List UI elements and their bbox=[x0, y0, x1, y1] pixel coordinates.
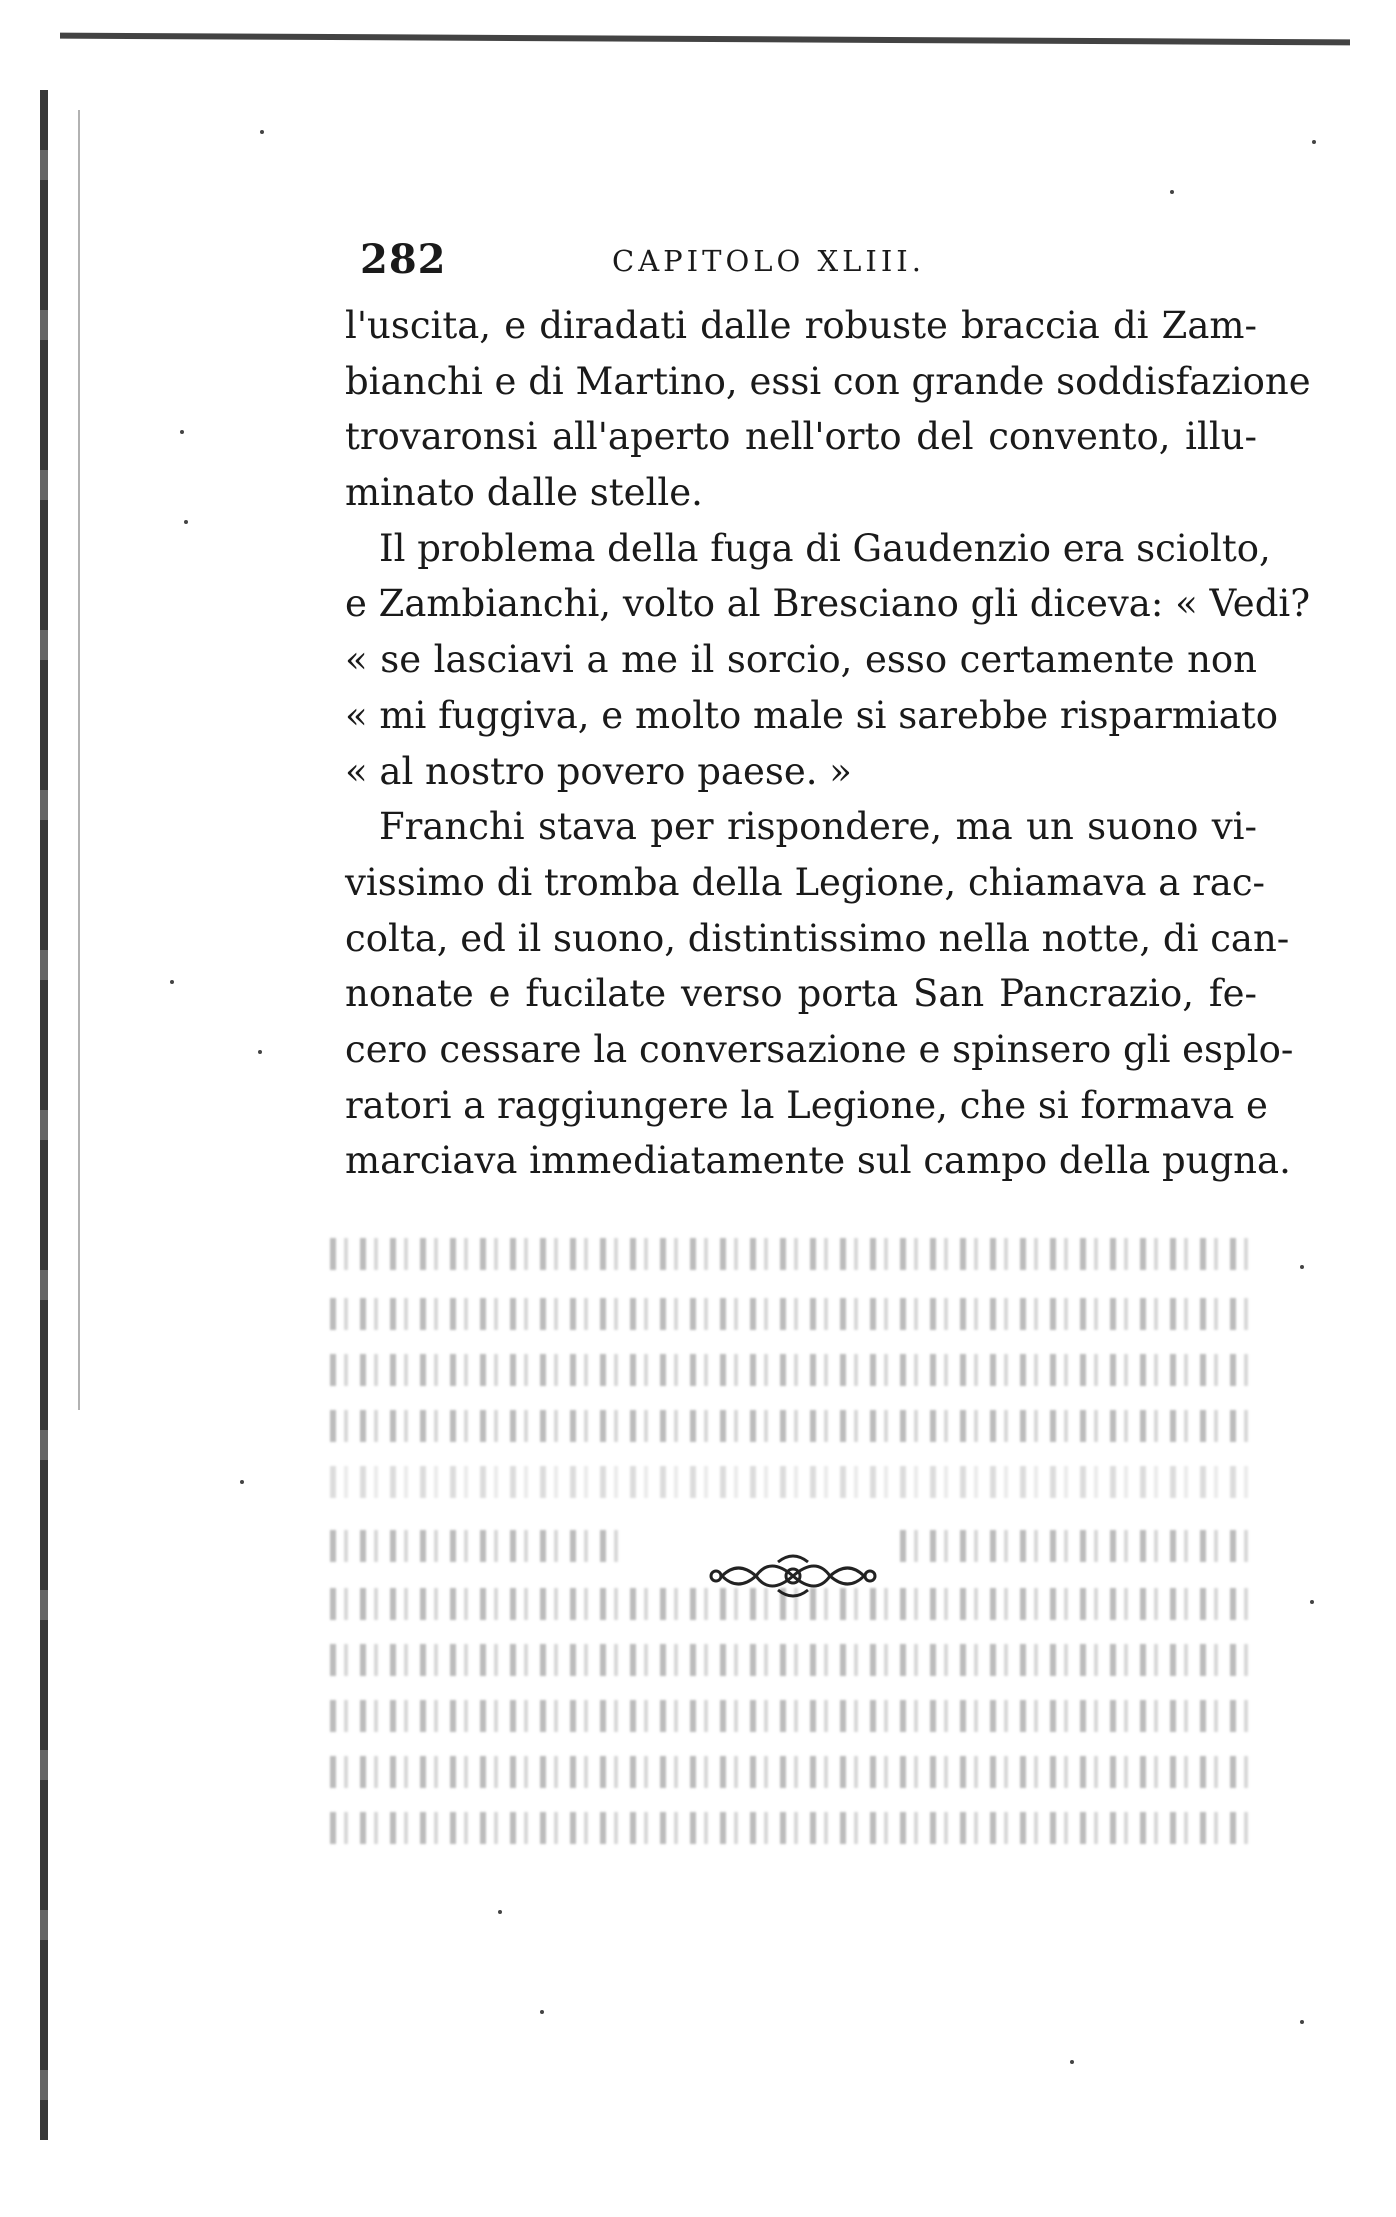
text-line: e Zambianchi, volto al Bresciano gli diceva: « Vedi? bbox=[345, 582, 1311, 626]
scan-speck bbox=[1170, 190, 1174, 194]
text-line: nonate e fucilate verso porta San Pancrazio, fe- bbox=[345, 972, 1257, 1016]
text-line: cero cessare la conversazione e spinsero gli esplo- bbox=[345, 1027, 1294, 1071]
scan-speck bbox=[180, 430, 184, 434]
scan-speck bbox=[540, 2010, 544, 2014]
left-scan-edge bbox=[40, 90, 48, 2140]
bleed-through-line bbox=[330, 1530, 630, 1562]
bleed-through-line bbox=[330, 1238, 1260, 1270]
page-header bbox=[360, 236, 1270, 286]
bleed-through-line bbox=[330, 1466, 1260, 1498]
text-line: Il problema della fuga di Gaudenzio era sciolto, bbox=[379, 526, 1271, 570]
bleed-through-line bbox=[330, 1298, 1260, 1330]
bleed-through-line bbox=[330, 1756, 1260, 1788]
scan-speck bbox=[1312, 140, 1316, 144]
scan-speck bbox=[498, 1910, 502, 1914]
page-number: 282 bbox=[360, 236, 447, 283]
left-scan-shadow bbox=[78, 110, 80, 1410]
bleed-through-line bbox=[330, 1812, 1260, 1844]
fleuron-ornament-icon bbox=[708, 1548, 878, 1604]
scan-speck bbox=[170, 980, 174, 984]
bleed-through-line bbox=[330, 1644, 1260, 1676]
bleed-through-line bbox=[330, 1700, 1260, 1732]
text-line: « se lasciavi a me il sorcio, esso certamente non bbox=[345, 638, 1257, 682]
text-line: trovaronsi all'aperto nell'orto del convento, illu- bbox=[345, 415, 1257, 459]
top-scan-edge bbox=[60, 33, 1350, 46]
bleed-through-line bbox=[900, 1530, 1260, 1562]
running-head: CAPITOLO XLIII. bbox=[612, 244, 925, 278]
scan-speck bbox=[258, 1050, 262, 1054]
body-text bbox=[345, 298, 1311, 1189]
text-line: marciava immediatamente sul campo della pugna. bbox=[345, 1139, 1291, 1183]
text-line: Franchi stava per rispondere, ma un suono vi- bbox=[379, 805, 1257, 849]
bleed-through-line bbox=[330, 1410, 1260, 1442]
bleed-through-line bbox=[330, 1354, 1260, 1386]
text-line: vissimo di tromba della Legione, chiamava a rac- bbox=[345, 860, 1266, 904]
scan-speck bbox=[1300, 2020, 1304, 2024]
text-line: « al nostro povero paese. » bbox=[345, 749, 852, 793]
text-line: ratori a raggiungere la Legione, che si formava e bbox=[345, 1083, 1268, 1127]
text-line: minato dalle stelle. bbox=[345, 471, 703, 515]
text-line: l'uscita, e diradati dalle robuste braccia di Zam- bbox=[345, 304, 1257, 347]
scan-speck bbox=[1300, 1265, 1304, 1269]
scan-speck bbox=[1070, 2060, 1074, 2064]
scan-speck bbox=[184, 520, 188, 524]
text-line: bianchi e di Martino, essi con grande soddisfazione bbox=[345, 359, 1311, 403]
scan-speck bbox=[260, 130, 264, 134]
scan-speck bbox=[1310, 1600, 1314, 1604]
scan-speck bbox=[240, 1480, 244, 1484]
text-line: colta, ed il suono, distintissimo nella notte, di can- bbox=[345, 916, 1290, 960]
text-line: « mi fuggiva, e molto male si sarebbe risparmiato bbox=[345, 693, 1278, 737]
